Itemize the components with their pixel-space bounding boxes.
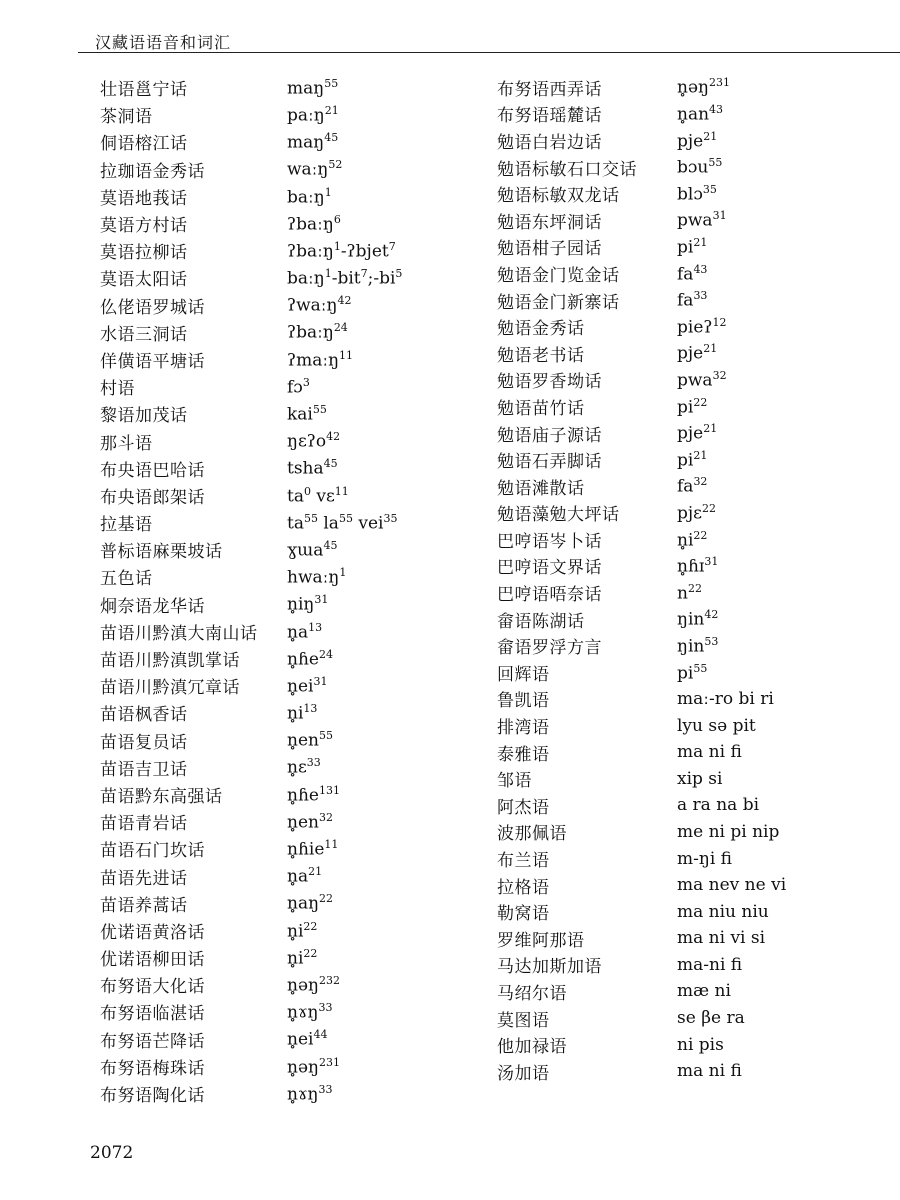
entry-row	[100, 944, 490, 971]
entry-row	[497, 1058, 897, 1085]
entry-row	[497, 127, 897, 154]
language-name: 拉基语	[100, 515, 153, 536]
entry-row	[100, 591, 490, 618]
language-name: 莫图语	[497, 1010, 550, 1031]
language-name: 水语三洞话	[100, 324, 188, 345]
word-form: ŋɛʔo$^{42}$	[287, 430, 341, 452]
entry-row	[497, 579, 897, 606]
entry-row	[497, 446, 897, 473]
entry-row	[100, 156, 490, 183]
entry-row	[497, 101, 897, 128]
word-form: $n̥en^{32}$	[287, 810, 333, 833]
entry-row	[100, 455, 490, 482]
entry-row	[497, 74, 897, 101]
entry-row	[100, 808, 490, 835]
entry-row	[497, 367, 897, 394]
language-name: 五色话	[100, 569, 153, 590]
word-form: $ta^{55}$ $la^{55}$ vei$^{35}$	[287, 511, 398, 534]
language-name: 布努语芒降话	[100, 1031, 205, 1052]
entry-row	[497, 1031, 897, 1058]
entry-row	[497, 712, 897, 739]
entry-row	[497, 260, 897, 287]
language-name: 罗维阿那语	[497, 930, 585, 951]
language-name: 苗语川黔滇冗章话	[100, 678, 240, 699]
language-name: 苗语养蒿话	[100, 895, 188, 916]
language-name: 勉语柑子园话	[497, 239, 602, 260]
entry-row	[100, 618, 490, 645]
language-name: 莫语拉柳话	[100, 243, 188, 264]
language-name: 畲语罗浮方言	[497, 638, 602, 659]
language-name: 巴哼语岑卜话	[497, 531, 602, 552]
language-name: 莫语太阳话	[100, 270, 188, 291]
language-name: 那斗语	[100, 433, 153, 454]
entry-row	[497, 500, 897, 527]
word-form: ŋin$^{53}$	[677, 634, 719, 657]
word-form: maŋ$^{45}$	[287, 131, 339, 153]
language-name: 勉语白岩边话	[497, 132, 602, 153]
word-form: n̥əŋ$^{232}$	[287, 973, 340, 996]
word-form: pje$^{21}$	[677, 129, 718, 152]
language-name: 畲语陈湖话	[497, 611, 585, 632]
word-form: pjɛ$^{22}$	[677, 501, 716, 524]
language-name: 勉语庙子源话	[497, 425, 602, 446]
language-name: 勉语金门览金话	[497, 265, 620, 286]
language-name: 苗语枫香话	[100, 705, 188, 726]
language-name: 勉语石弄脚话	[497, 452, 602, 473]
entry-row	[497, 340, 897, 367]
language-name: 炯奈语龙华话	[100, 596, 205, 617]
entry-row	[100, 509, 490, 536]
word-form: me ni pi nip	[677, 821, 780, 842]
language-name: 仫佬语罗城话	[100, 297, 205, 318]
word-form: tsha$^{45}$	[287, 457, 338, 480]
entry-row	[100, 482, 490, 509]
language-name: 苗语石门坎话	[100, 841, 205, 862]
entry-row	[497, 686, 897, 713]
entry-row	[100, 128, 490, 155]
entry-row	[497, 659, 897, 686]
language-name: 苗语黔东高强话	[100, 786, 223, 807]
entry-row	[497, 632, 897, 659]
entry-row	[497, 872, 897, 899]
entry-row	[497, 792, 897, 819]
language-name: 勉语罗香坳话	[497, 372, 602, 393]
language-name: 苗语川黔滇凯掌话	[100, 651, 240, 672]
entry-row	[497, 606, 897, 633]
word-form: ma ni vi si	[677, 928, 766, 949]
word-form: $pi^{21}$	[677, 236, 708, 258]
language-name: 马绍尔语	[497, 983, 567, 1004]
word-form: n̥ɤŋ$^{33}$	[287, 1082, 333, 1105]
word-form: ʔbaːŋ$^6$	[287, 212, 341, 235]
entry-row	[497, 978, 897, 1005]
entry-row	[100, 699, 490, 726]
entry-row	[100, 862, 490, 889]
language-name: 马达加斯加语	[497, 957, 602, 978]
language-name: 布努语临湛话	[100, 1004, 205, 1025]
word-form: hwaːŋ$^1$	[287, 566, 347, 588]
language-name: 侗语榕江话	[100, 134, 188, 155]
word-form: $n̥ei^{44}$	[287, 1028, 328, 1050]
entry-row	[100, 74, 490, 101]
entry-row	[497, 207, 897, 234]
entry-row	[100, 890, 490, 917]
word-form: lyu sə pit	[677, 715, 756, 736]
word-form: ʔbaːŋ$^{24}$	[287, 321, 348, 344]
word-form: se βe ra	[677, 1008, 745, 1029]
entry-row	[100, 264, 490, 291]
language-name: 勉语滩散话	[497, 478, 585, 499]
word-form: waːŋ$^{52}$	[287, 158, 343, 180]
word-form: m-ŋi fi	[677, 848, 732, 869]
language-name: 莫语方村话	[100, 216, 188, 237]
entry-row	[100, 645, 490, 672]
language-name: 苗语先进话	[100, 868, 188, 889]
word-form: ni pis	[677, 1034, 724, 1055]
entry-row	[100, 536, 490, 563]
entry-row	[100, 237, 490, 264]
entry-row	[100, 400, 490, 427]
entry-row	[497, 473, 897, 500]
entry-row	[100, 373, 490, 400]
header-rule	[78, 52, 900, 53]
entry-row	[100, 292, 490, 319]
word-form: n̥əŋ$^{231}$	[677, 76, 730, 99]
left-column	[100, 74, 490, 1107]
word-form: fɔ$^3$	[287, 375, 310, 398]
entry-row	[497, 393, 897, 420]
word-form: ma ni fi	[677, 1061, 742, 1082]
word-form: $ta^0$ vɛ$^{11}$	[287, 484, 349, 507]
entry-row	[100, 1053, 490, 1080]
word-form: $n̥a^{21}$	[287, 865, 323, 887]
entry-row	[497, 925, 897, 952]
word-form: $n̥aŋ^{22}$	[287, 892, 334, 915]
word-form: $n̥i^{22}$	[287, 946, 318, 969]
entry-row	[497, 313, 897, 340]
word-form: maː-ro bi ri	[677, 688, 774, 709]
language-name: 优诺语柳田话	[100, 950, 205, 971]
language-name: 莫语地莪话	[100, 188, 188, 209]
language-name: 巴哼语唔奈话	[497, 585, 602, 606]
language-name: 邹语	[497, 771, 532, 792]
word-form: kai$^{55}$	[287, 403, 327, 425]
word-form: $n̥an^{43}$	[677, 103, 724, 125]
word-form: n̥ɦɪ$^{31}$	[677, 555, 719, 577]
word-form: ʔmaːŋ$^{11}$	[287, 348, 354, 371]
word-form: maŋ$^{55}$	[287, 76, 339, 99]
entry-row	[100, 998, 490, 1025]
entry-row	[497, 739, 897, 766]
word-form: ma-ni fi	[677, 954, 743, 975]
word-form: $fa^{43}$	[677, 262, 708, 285]
word-form: pje$^{21}$	[677, 342, 718, 365]
entry-row	[497, 154, 897, 181]
entry-row	[497, 845, 897, 872]
language-name: 布努语瑶麓话	[497, 106, 602, 127]
language-name: 他加禄语	[497, 1037, 567, 1058]
entry-row	[100, 672, 490, 699]
word-form: $n̥i^{13}$	[287, 702, 318, 724]
entry-row	[497, 898, 897, 925]
entry-row	[100, 754, 490, 781]
word-form: $n̥iŋ^{31}$	[287, 593, 329, 615]
word-form: $n^{22}$	[677, 581, 702, 604]
language-name: 勉语苗竹话	[497, 398, 585, 419]
word-form: $n̥i^{22}$	[287, 919, 318, 942]
language-name: 布央语郎架话	[100, 487, 205, 508]
word-form: n̥ɦe$^{24}$	[287, 647, 333, 670]
entry-row	[100, 835, 490, 862]
language-name: 优诺语黄洛话	[100, 922, 205, 943]
language-name: 村语	[100, 379, 135, 400]
language-name: 布兰语	[497, 851, 550, 872]
language-name: 勉语标敏石口交话	[497, 159, 637, 180]
entry-row	[497, 952, 897, 979]
entry-row	[497, 526, 897, 553]
word-form: ŋin$^{42}$	[677, 608, 719, 630]
word-form: ʔwaːŋ$^{42}$	[287, 294, 352, 316]
entry-row	[100, 727, 490, 754]
word-form: $pi^{21}$	[677, 448, 708, 471]
entry-row	[100, 1080, 490, 1107]
language-name: 勉语东坪洞话	[497, 212, 602, 233]
entry-row	[100, 971, 490, 998]
entry-row	[497, 765, 897, 792]
right-column	[497, 74, 897, 1085]
entry-row	[100, 319, 490, 346]
language-name: 佯僙语平塘话	[100, 351, 205, 372]
language-name: 苗语吉卫话	[100, 759, 188, 780]
language-name: 勉语藻勉大坪话	[497, 505, 620, 526]
word-form: n̥ɦe$^{131}$	[287, 783, 340, 806]
language-name: 波那佩语	[497, 824, 567, 845]
entry-row	[100, 781, 490, 808]
word-form: ɣɯa$^{45}$	[287, 538, 338, 561]
language-name: 苗语川黔滇大南山话	[100, 623, 258, 644]
entry-row	[497, 1005, 897, 1032]
word-form: $baːŋ^1-bit^7;-bi^5$	[287, 267, 403, 289]
language-name: 勉语金秀话	[497, 319, 585, 340]
entry-row	[100, 563, 490, 590]
language-name: 勉语标敏双龙话	[497, 186, 620, 207]
language-name: 拉格语	[497, 877, 550, 898]
language-name: 回辉语	[497, 664, 550, 685]
word-form: ma ni fi	[677, 742, 742, 763]
word-form: ʔbaːŋ$^1$-ʔbjet$^7$	[287, 239, 396, 262]
language-name: 布央语巴哈话	[100, 460, 205, 481]
word-form: $pi^{55}$	[677, 661, 708, 684]
word-form: n̥ɛ$^{33}$	[287, 756, 321, 779]
entry-row	[100, 210, 490, 237]
page-number: 2072	[90, 1143, 134, 1163]
entry-row	[100, 101, 490, 128]
word-form: paːŋ$^{21}$	[287, 103, 339, 126]
word-form: pwa$^{31}$	[677, 209, 727, 232]
word-form: $n̥i^{22}$	[677, 528, 708, 551]
word-form: ma niu niu	[677, 901, 769, 922]
language-name: 汤加语	[497, 1063, 550, 1084]
word-form: $n̥ei^{31}$	[287, 674, 328, 697]
entry-row	[100, 1026, 490, 1053]
word-form: pieʔ$^{12}$	[677, 315, 727, 338]
language-name: 布努语梅珠话	[100, 1058, 205, 1079]
language-name: 勒窝语	[497, 904, 550, 925]
language-name: 巴哼语文界话	[497, 558, 602, 579]
word-form: mæ ni	[677, 981, 731, 1002]
word-form: pwa$^{32}$	[677, 369, 727, 391]
word-form: baːŋ$^1$	[287, 185, 332, 208]
word-form: $pi^{22}$	[677, 395, 708, 418]
language-name: 茶洞语	[100, 107, 153, 128]
entry-row	[100, 917, 490, 944]
entry-row	[100, 427, 490, 454]
word-form: blɔ$^{35}$	[677, 182, 717, 205]
language-name: 鲁凯语	[497, 691, 550, 712]
word-form: $fa^{32}$	[677, 475, 708, 498]
language-name: 泰雅语	[497, 744, 550, 765]
word-form: a ra na bi	[677, 795, 760, 816]
word-form: $n̥en^{55}$	[287, 729, 333, 751]
word-form: n̥ɤŋ$^{33}$	[287, 1001, 333, 1023]
language-name: 苗语青岩话	[100, 814, 188, 835]
word-form: ma nev ne vi	[677, 875, 787, 896]
entry-row	[497, 420, 897, 447]
entry-row	[497, 234, 897, 261]
entry-row	[497, 287, 897, 314]
word-form: n̥ɦie$^{11}$	[287, 838, 339, 860]
language-name: 排湾语	[497, 718, 550, 739]
entry-row	[497, 553, 897, 580]
language-name: 拉珈语金秀话	[100, 161, 205, 182]
language-name: 布努语大化话	[100, 977, 205, 998]
word-form: $fa^{33}$	[677, 289, 708, 311]
running-header: 汉藏语语音和词汇	[95, 33, 232, 52]
word-form: pje$^{21}$	[677, 422, 718, 444]
language-name: 勉语金门新寨话	[497, 292, 620, 313]
language-name: 阿杰语	[497, 797, 550, 818]
word-form: n̥əŋ$^{231}$	[287, 1055, 340, 1078]
word-form: bɔu$^{55}$	[677, 156, 723, 178]
language-name: 壮语邕宁话	[100, 80, 188, 101]
word-form: xip si	[677, 768, 723, 789]
language-name: 苗语复员话	[100, 732, 188, 753]
language-name: 布努语西弄话	[497, 79, 602, 100]
word-form: $n̥a^{13}$	[287, 620, 323, 643]
language-name: 布努语陶化话	[100, 1086, 205, 1107]
language-name: 普标语麻栗坡话	[100, 542, 223, 563]
entry-row	[100, 183, 490, 210]
entry-row	[497, 819, 897, 846]
language-name: 勉语老书话	[497, 345, 585, 366]
entry-row	[100, 346, 490, 373]
entry-row	[497, 180, 897, 207]
language-name: 黎语加茂话	[100, 406, 188, 427]
